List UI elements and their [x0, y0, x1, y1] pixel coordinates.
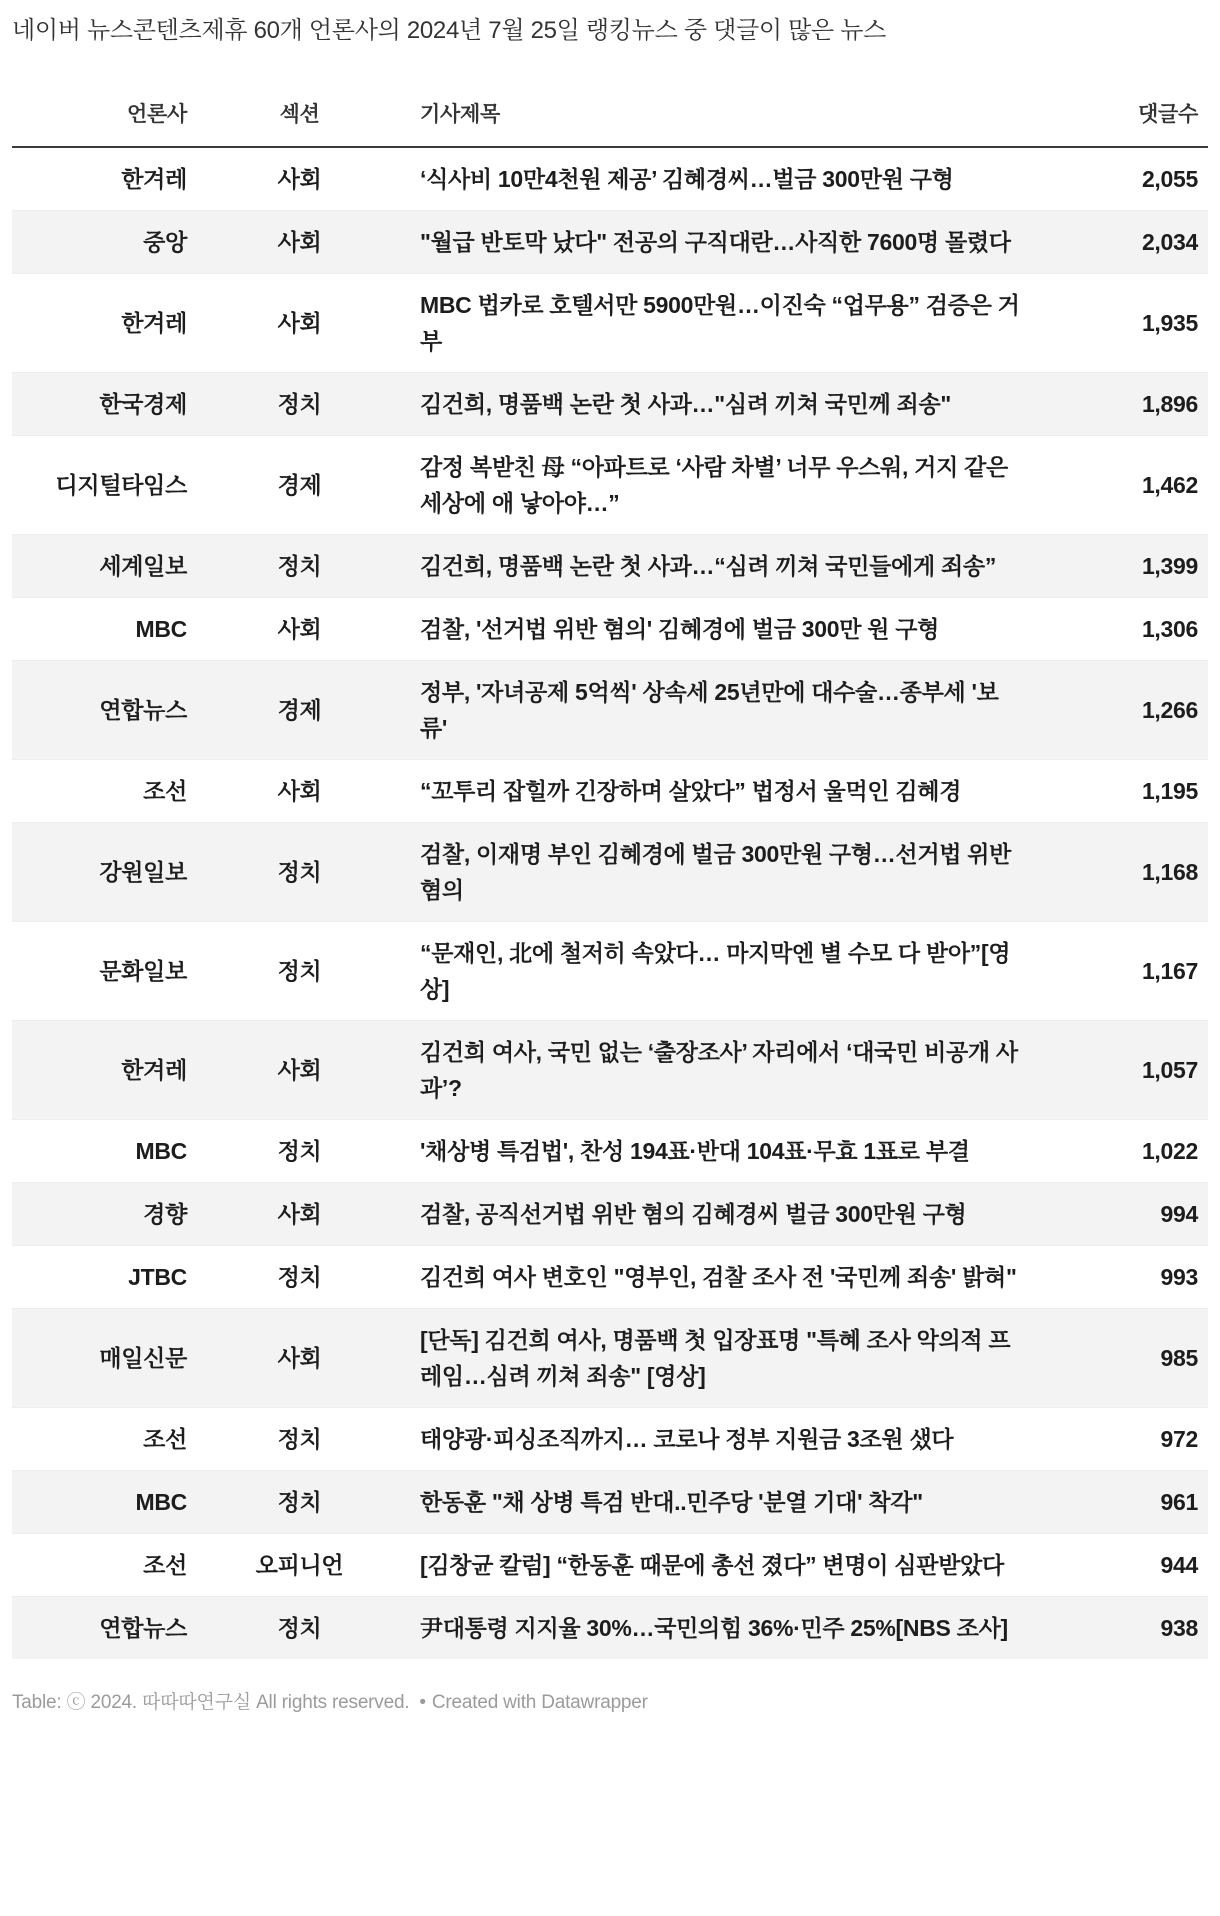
cell-comment-count: 1,935 — [1141, 310, 1198, 336]
table-row — [12, 147, 1208, 211]
cell-section: 정치 — [277, 958, 322, 984]
table-row — [12, 1408, 1208, 1471]
cell-comment-count: 2,034 — [1141, 229, 1198, 255]
cell-section: 정치 — [277, 1489, 322, 1515]
cell-article-title: '채상병 특검법', 찬성 194표·반대 104표·무효 1표로 부결 — [420, 1138, 970, 1164]
cell-outlet: 세계일보 — [99, 553, 187, 579]
cell-outlet: 연합뉴스 — [99, 1615, 187, 1641]
cell-article-title: 정부, '자녀공제 5억씩' 상속세 25년만에 대수술…종부세 '보류' — [420, 679, 999, 741]
ranking-table — [12, 76, 1208, 1659]
cell-outlet: 디지털타임스 — [55, 472, 187, 498]
cell-section: 사회 — [277, 1201, 322, 1227]
column-header-comment-count: 댓글수 — [1060, 76, 1208, 147]
cell-comment-count: 1,306 — [1141, 616, 1198, 642]
table-row — [12, 1471, 1208, 1534]
cell-comment-count: 1,462 — [1141, 472, 1198, 498]
cell-article-title: "월급 반토막 났다" 전공의 구직대란…사직한 7600명 몰렸다 — [420, 229, 1011, 255]
cell-article-title: 태양광·피싱조직까지… 코로나 정부 지원금 3조원 샜다 — [420, 1426, 954, 1452]
table-row — [12, 1534, 1208, 1597]
table-row — [12, 760, 1208, 823]
cell-article-title: “문재인, 北에 철저히 속았다… 마지막엔 별 수모 다 받아”[영상] — [420, 940, 1011, 1002]
cell-section: 경제 — [277, 697, 322, 723]
cell-comment-count: 938 — [1160, 1615, 1198, 1641]
cell-article-title: 김건희, 명품백 논란 첫 사과…"심려 끼쳐 국민께 죄송" — [420, 391, 951, 417]
cell-outlet: MBC — [135, 616, 187, 642]
cell-comment-count: 1,266 — [1141, 697, 1198, 723]
cell-article-title: 검찰, 이재명 부인 김혜경에 벌금 300만원 구형…선거법 위반 혐의 — [420, 841, 1012, 903]
cell-outlet: JTBC — [128, 1264, 187, 1290]
cell-outlet: 한국경제 — [99, 391, 187, 417]
cell-article-title: 김건희 여사 변호인 "영부인, 검찰 조사 전 '국민께 죄송' 밝혀" — [420, 1264, 1017, 1290]
cell-section: 사회 — [277, 1057, 322, 1083]
cell-section: 사회 — [277, 616, 322, 642]
cell-outlet: 강원일보 — [99, 859, 187, 885]
page-title: 네이버 뉴스콘텐츠제휴 60개 언론사의 2024년 7월 25일 랭킹뉴스 중 댓글이 많은 뉴스 — [12, 17, 886, 44]
cell-article-title: 한동훈 "채 상병 특검 반대..민주당 '분열 기대' 착각" — [420, 1489, 923, 1515]
cell-outlet: 중앙 — [143, 229, 187, 255]
table-row — [12, 661, 1208, 760]
cell-comment-count: 1,057 — [1141, 1057, 1198, 1083]
cell-outlet: MBC — [135, 1138, 187, 1164]
cell-comment-count: 1,168 — [1141, 859, 1198, 885]
cell-comment-count: 972 — [1160, 1426, 1198, 1452]
cell-comment-count: 993 — [1160, 1264, 1198, 1290]
table-row — [12, 274, 1208, 373]
cell-section: 오피니언 — [255, 1552, 344, 1578]
cell-article-title: 감정 복받친 母 “아파트로 ‘사람 차별’ 너무 우스워, 거지 같은 세상에 애 낳아야…” — [420, 454, 1008, 516]
cell-section: 경제 — [277, 472, 322, 498]
cell-comment-count: 2,055 — [1141, 166, 1198, 192]
table-row — [12, 1120, 1208, 1183]
table-row — [12, 922, 1208, 1021]
cell-section: 사회 — [277, 166, 322, 192]
cell-section: 사회 — [277, 229, 322, 255]
cell-outlet: 한겨레 — [121, 310, 187, 336]
table-footer — [12, 1687, 1208, 1714]
table-row — [12, 436, 1208, 535]
cell-outlet: 연합뉴스 — [99, 697, 187, 723]
cell-article-title: ‘식사비 10만4천원 제공’ 김혜경씨…벌금 300만원 구형 — [420, 166, 954, 192]
datawrapper-credit-link[interactable]: Created with Datawrapper — [431, 1692, 648, 1713]
footer-bullet: • — [419, 1692, 426, 1713]
cell-section: 정치 — [277, 553, 322, 579]
cell-article-title: [단독] 김건희 여사, 명품백 첫 입장표명 "특혜 조사 악의적 프레임…심려 끼쳐 죄송" [영상] — [420, 1327, 1011, 1389]
table-row — [12, 1183, 1208, 1246]
cell-comment-count: 961 — [1160, 1489, 1198, 1515]
cell-comment-count: 1,896 — [1141, 391, 1198, 417]
cell-comment-count: 944 — [1160, 1552, 1198, 1578]
table-row — [12, 1021, 1208, 1120]
table-row — [12, 823, 1208, 922]
cell-outlet: 조선 — [143, 778, 187, 804]
cell-comment-count: 1,167 — [1141, 958, 1198, 984]
cell-article-title: 尹대통령 지지율 30%…국민의힘 36%·민주 25%[NBS 조사] — [420, 1615, 1008, 1641]
cell-article-title: 검찰, 공직선거법 위반 혐의 김혜경씨 벌금 300만원 구형 — [420, 1201, 967, 1227]
cell-outlet: 매일신문 — [99, 1345, 187, 1371]
cell-section: 정치 — [277, 1615, 322, 1641]
table-row — [12, 1246, 1208, 1309]
cell-outlet: MBC — [135, 1489, 187, 1515]
cell-section: 정치 — [277, 1426, 322, 1452]
cell-outlet: 조선 — [143, 1426, 187, 1452]
cell-article-title: MBC 법카로 호텔서만 5900만원…이진숙 “업무용” 검증은 거부 — [420, 292, 1020, 354]
cell-section: 정치 — [277, 1264, 322, 1290]
table-row — [12, 598, 1208, 661]
cell-outlet: 경향 — [143, 1201, 187, 1227]
table-row — [12, 535, 1208, 598]
cell-article-title: 김건희 여사, 국민 없는 ‘출장조사’ 자리에서 ‘대국민 비공개 사과’? — [420, 1039, 1018, 1101]
cell-article-title: 김건희, 명품백 논란 첫 사과…“심려 끼쳐 국민들에게 죄송” — [420, 553, 997, 579]
cell-article-title: 검찰, '선거법 위반 혐의' 김혜경에 벌금 300만 원 구형 — [420, 616, 940, 642]
cell-comment-count: 1,022 — [1141, 1138, 1198, 1164]
cell-section: 사회 — [277, 778, 322, 804]
cell-section: 정치 — [277, 1138, 322, 1164]
table-row — [12, 1309, 1208, 1408]
table-row — [12, 211, 1208, 274]
cell-comment-count: 1,399 — [1141, 553, 1198, 579]
cell-outlet: 문화일보 — [99, 958, 187, 984]
table-row — [12, 1597, 1208, 1660]
cell-section: 사회 — [277, 1345, 322, 1371]
footer-copyright-text: Table: ⓒ 2024. 따따따연구실 All rights reserved. — [12, 1692, 410, 1713]
table-row — [12, 373, 1208, 436]
cell-article-title: “꼬투리 잡힐까 긴장하며 살았다” 법정서 울먹인 김혜경 — [420, 778, 962, 804]
cell-article-title: [김창균 칼럼] “한동훈 때문에 총선 졌다” 변명이 심판받았다 — [420, 1552, 1004, 1578]
table-header-row — [12, 76, 1208, 147]
column-header-article-title: 기사제목 — [402, 76, 1060, 147]
cell-outlet: 한겨레 — [121, 1057, 187, 1083]
cell-section: 정치 — [277, 391, 322, 417]
cell-outlet: 조선 — [143, 1552, 187, 1578]
cell-outlet: 한겨레 — [121, 166, 187, 192]
table-body — [12, 147, 1208, 1659]
cell-section: 정치 — [277, 859, 322, 885]
column-header-outlet: 언론사 — [12, 76, 197, 147]
cell-comment-count: 1,195 — [1141, 778, 1198, 804]
cell-comment-count: 994 — [1160, 1201, 1198, 1227]
column-header-section: 섹션 — [197, 76, 402, 147]
cell-section: 사회 — [277, 310, 322, 336]
cell-comment-count: 985 — [1160, 1345, 1198, 1371]
